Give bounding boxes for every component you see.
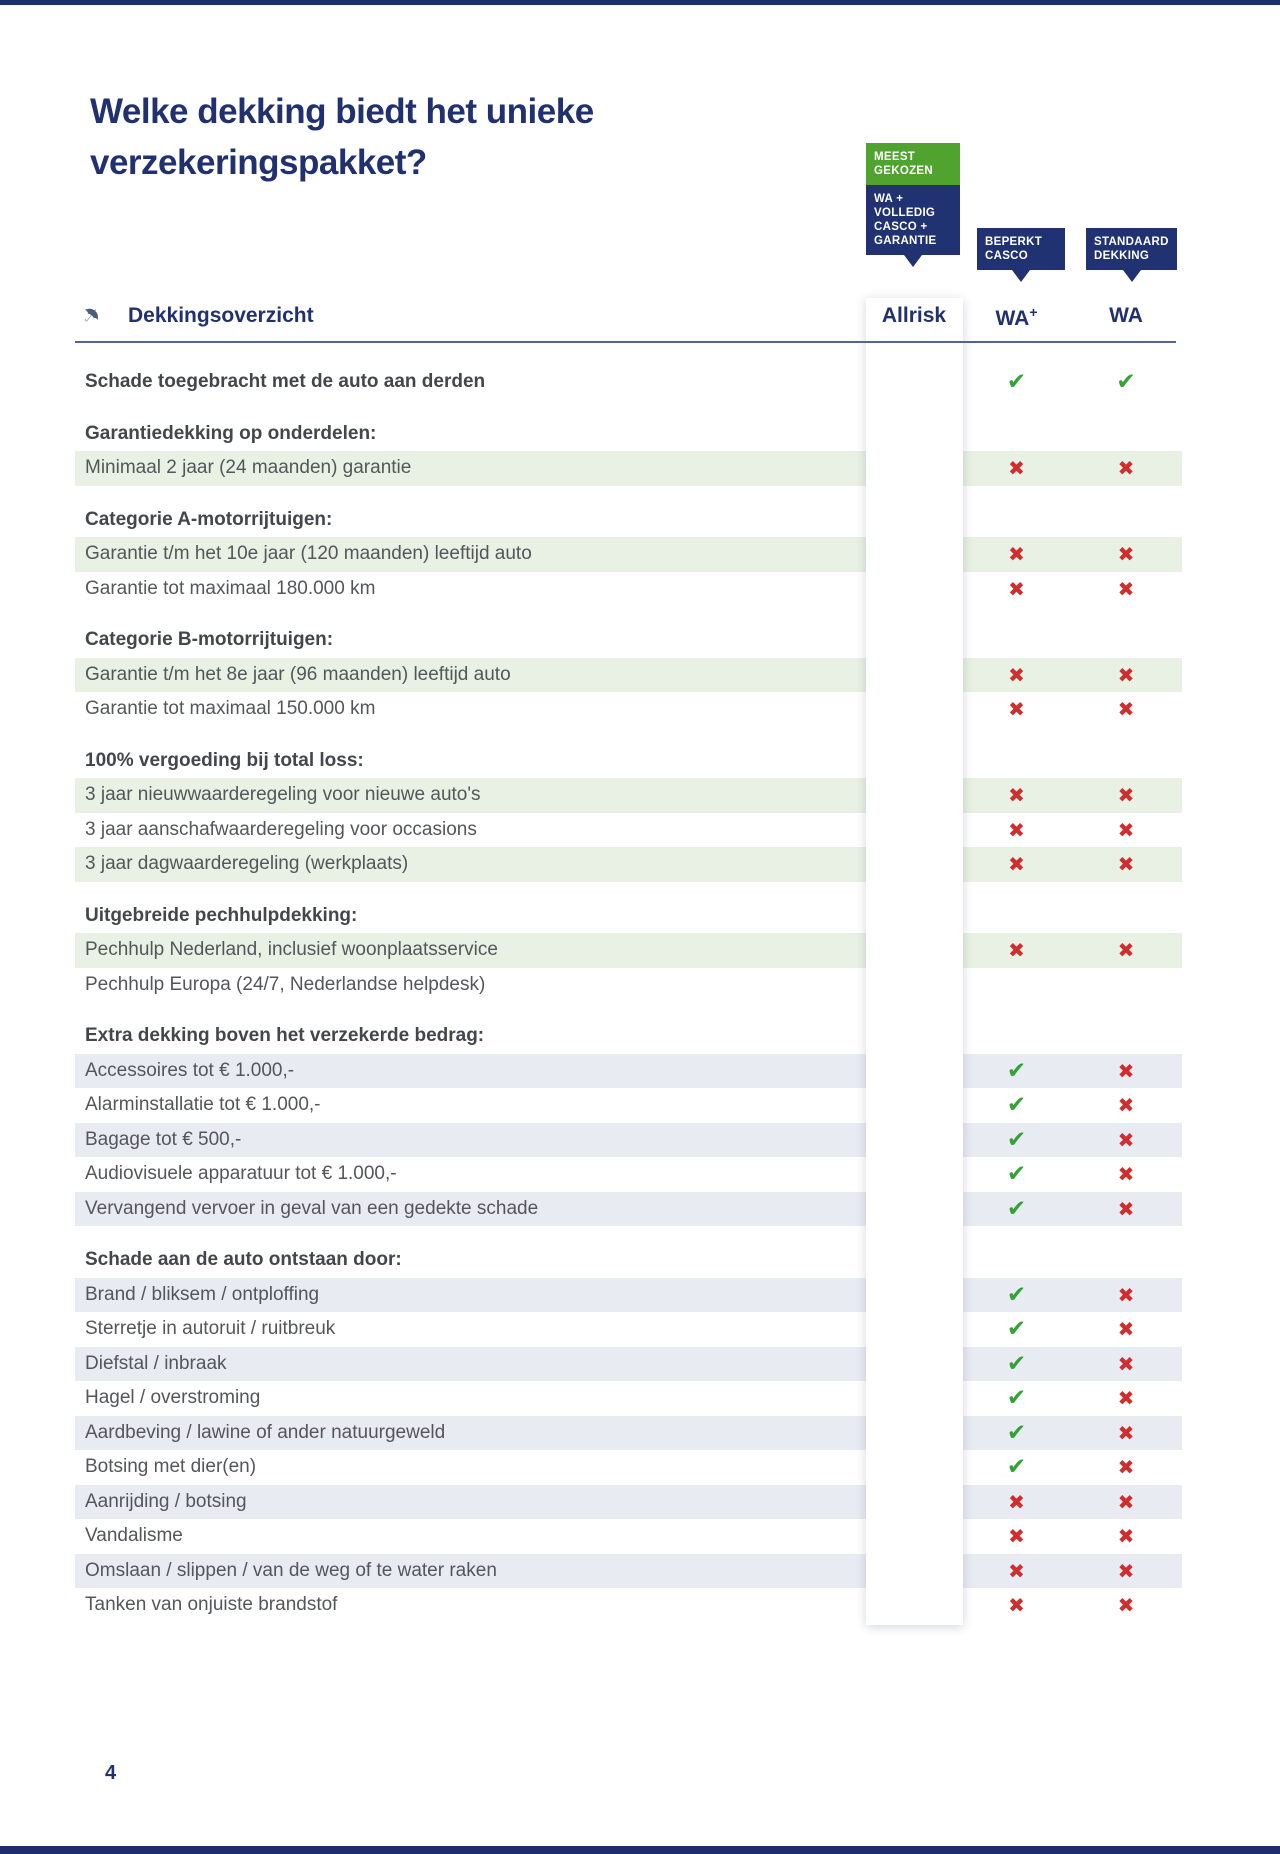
badge-line: VOLLEDIG — [874, 207, 936, 219]
cell-waplus — [963, 697, 1070, 721]
row-label: Aardbeving / lawine of ander natuurgeweld — [85, 1421, 446, 1443]
cell-waplus — [963, 1092, 1070, 1118]
cell-waplus — [963, 456, 1070, 480]
check-icon: ✔ — [1006, 1126, 1027, 1153]
check-icon: ✔ — [1006, 1316, 1027, 1343]
row-label: Garantie t/m het 10e jaar (120 maanden) leeftijd auto — [85, 543, 532, 565]
cell-wa — [1070, 1059, 1182, 1083]
header-divider — [75, 341, 1176, 343]
check-icon: ✔ — [1006, 1385, 1027, 1412]
cell-waplus — [963, 1385, 1070, 1411]
badge-line: BEPERKT — [985, 236, 1043, 248]
badge-allrisk-ribbon — [866, 143, 960, 185]
table-row — [75, 1554, 1182, 1589]
cross-icon: ✖ — [1117, 1386, 1135, 1411]
badge-wa-text — [1086, 228, 1177, 270]
row-label: Brand / bliksem / ontploffing — [85, 1283, 320, 1305]
column-header-allrisk: Allrisk — [881, 304, 947, 327]
table-row — [75, 1450, 1182, 1485]
badge-line: STANDAARD — [1094, 236, 1169, 248]
cross-icon: ✖ — [1117, 1317, 1135, 1342]
cell-waplus — [963, 577, 1070, 601]
cross-icon: ✖ — [1008, 697, 1025, 722]
row-label: Pechhulp Europa (24/7, Nederlandse helpdesk) — [85, 973, 486, 995]
cell-wa — [1070, 818, 1182, 842]
badge-line: DEKKING — [1094, 250, 1150, 262]
cell-wa — [1070, 1317, 1182, 1341]
section-header — [75, 744, 1182, 779]
row-label: Garantie t/m het 8e jaar (96 maanden) leeftijd auto — [85, 663, 511, 685]
section-header — [75, 899, 1182, 934]
cell-waplus — [963, 938, 1070, 962]
section-header-label: Schade aan de auto ontstaan door: — [85, 1249, 402, 1271]
cell-waplus — [963, 1316, 1070, 1342]
table-row — [75, 537, 1182, 572]
bottom-border — [0, 1846, 1280, 1854]
row-label: Vervangend vervoer in geval van een gedekte schade — [85, 1197, 539, 1219]
section-header — [75, 1019, 1182, 1054]
cross-icon: ✖ — [1117, 938, 1135, 963]
plus-superscript: + — [1029, 304, 1038, 320]
badge-allrisk-text — [866, 185, 960, 255]
cell-wa — [1070, 783, 1182, 807]
row-label: Schade toegebracht met de auto aan derden — [85, 371, 486, 393]
section-header-label: Categorie A-motorrijtuigen: — [85, 508, 333, 530]
table-header — [75, 300, 1182, 338]
cell-wa — [1070, 369, 1182, 395]
table-row — [75, 692, 1182, 727]
table-row — [75, 847, 1182, 882]
section-header-label: Garantiedekking op onderdelen: — [85, 422, 377, 444]
cell-wa — [1070, 577, 1182, 601]
cross-icon: ✖ — [1117, 1196, 1135, 1221]
cross-icon: ✖ — [1117, 817, 1135, 842]
table-row — [75, 451, 1182, 486]
table-title: Dekkingsoverzicht — [128, 304, 314, 327]
cell-waplus — [963, 1454, 1070, 1480]
row-label: Pechhulp Nederland, inclusief woonplaatsservice — [85, 939, 498, 961]
cross-icon: ✖ — [1117, 1489, 1135, 1514]
table-row — [75, 1157, 1182, 1192]
cross-icon: ✖ — [1117, 1524, 1135, 1549]
cross-icon: ✖ — [1008, 852, 1025, 877]
row-label: Hagel / overstroming — [85, 1387, 261, 1409]
check-icon: ✔ — [1006, 1419, 1027, 1446]
row-label: Bagage tot € 500,- — [85, 1128, 242, 1150]
cross-icon: ✖ — [1008, 1489, 1025, 1514]
cell-wa — [1070, 1455, 1182, 1479]
title-line-1: Welke dekking biedt het unieke — [90, 92, 594, 131]
row-label: Accessoires tot € 1.000,- — [85, 1059, 295, 1081]
cross-icon: ✖ — [1117, 1093, 1135, 1118]
table-row — [75, 1192, 1182, 1227]
table-row — [75, 933, 1182, 968]
cell-wa — [1070, 1162, 1182, 1186]
cell-wa — [1070, 1283, 1182, 1307]
cross-icon: ✖ — [1008, 938, 1025, 963]
cell-waplus — [963, 1196, 1070, 1222]
row-label: Garantie tot maximaal 150.000 km — [85, 698, 376, 720]
cell-waplus — [963, 542, 1070, 566]
row-label: Diefstal / inbraak — [85, 1352, 227, 1374]
row-label: Sterretje in autoruit / ruitbreuk — [85, 1318, 336, 1340]
cell-waplus — [963, 1490, 1070, 1514]
cell-waplus — [963, 369, 1070, 395]
row-label: Audiovisuele apparatuur tot € 1.000,- — [85, 1163, 397, 1185]
badge-waplus — [977, 228, 1065, 270]
cell-wa — [1070, 1197, 1182, 1221]
table-row — [75, 365, 1182, 400]
table-row — [75, 1347, 1182, 1382]
section-header-label: Uitgebreide pechhulpdekking: — [85, 904, 358, 926]
table-row — [75, 1088, 1182, 1123]
row-label: Aanrijding / botsing — [85, 1490, 247, 1512]
check-icon: ✔ — [1006, 1092, 1027, 1119]
cross-icon: ✖ — [1008, 456, 1025, 481]
cross-icon: ✖ — [1117, 1162, 1135, 1187]
check-icon: ✔ — [1006, 1057, 1027, 1084]
cell-waplus — [963, 1351, 1070, 1377]
cell-waplus — [963, 1127, 1070, 1153]
cross-icon: ✖ — [1008, 1558, 1025, 1583]
cross-icon: ✖ — [1117, 1420, 1135, 1445]
badge-line: CASCO — [985, 250, 1029, 262]
cross-icon: ✖ — [1117, 1351, 1135, 1376]
cross-icon: ✖ — [1117, 1127, 1135, 1152]
table-row — [75, 968, 1182, 1003]
badge-line: CASCO + — [874, 221, 928, 233]
top-border — [0, 0, 1280, 5]
table-row — [75, 778, 1182, 813]
cell-wa — [1070, 1490, 1182, 1514]
cross-icon: ✖ — [1117, 1058, 1135, 1083]
cross-icon: ✖ — [1117, 1282, 1135, 1307]
row-label: Omslaan / slippen / van de weg of te water raken — [85, 1559, 497, 1581]
table-row — [75, 1123, 1182, 1158]
row-label: 3 jaar aanschafwaarderegeling voor occasions — [85, 818, 477, 840]
cell-wa — [1070, 1093, 1182, 1117]
cell-waplus — [963, 663, 1070, 687]
cell-waplus — [963, 1524, 1070, 1548]
badge-pointer-icon — [904, 255, 922, 267]
check-icon: ✔ — [1006, 1195, 1027, 1222]
check-icon: ✔ — [1116, 369, 1136, 396]
table-row — [75, 1278, 1182, 1313]
cell-wa — [1070, 663, 1182, 687]
cell-wa — [1070, 938, 1182, 962]
row-label: Vandalisme — [85, 1525, 183, 1547]
check-icon: ✔ — [1006, 1281, 1027, 1308]
cell-waplus — [963, 818, 1070, 842]
cross-icon: ✖ — [1008, 542, 1025, 567]
cross-icon: ✖ — [1008, 817, 1025, 842]
cell-wa — [1070, 1524, 1182, 1548]
badge-line: GARANTIE — [874, 235, 937, 247]
umbrella-icon: ☂ — [75, 300, 106, 332]
allrisk-column-highlight — [866, 298, 963, 1625]
column-header-wa: WA — [1109, 304, 1143, 327]
cell-wa — [1070, 697, 1182, 721]
table-row — [75, 658, 1182, 693]
table-row — [75, 1054, 1182, 1089]
page-title — [90, 86, 730, 188]
section-header — [75, 1243, 1182, 1278]
check-icon: ✔ — [1006, 369, 1027, 396]
section-header — [75, 503, 1182, 538]
cross-icon: ✖ — [1117, 1455, 1135, 1480]
row-label: Tanken van onjuiste brandstof — [85, 1594, 338, 1616]
section-header-label: Categorie B-motorrijtuigen: — [85, 629, 334, 651]
check-icon: ✔ — [1006, 1454, 1027, 1481]
cell-wa — [1070, 852, 1182, 876]
cross-icon: ✖ — [1117, 456, 1135, 481]
cross-icon: ✖ — [1008, 783, 1025, 808]
row-label: Botsing met dier(en) — [85, 1456, 257, 1478]
cross-icon: ✖ — [1008, 576, 1025, 601]
table-row — [75, 572, 1182, 607]
table-row — [75, 1381, 1182, 1416]
cross-icon: ✖ — [1117, 662, 1135, 687]
table-row — [75, 1312, 1182, 1347]
badge-pointer-icon — [1123, 270, 1141, 282]
cell-waplus — [963, 783, 1070, 807]
badge-pointer-icon — [1012, 270, 1030, 282]
cross-icon: ✖ — [1008, 662, 1025, 687]
cross-icon: ✖ — [1117, 783, 1135, 808]
title-line-2: verzekeringspakket? — [90, 143, 427, 182]
cell-wa — [1070, 1386, 1182, 1410]
coverage-table — [75, 365, 1182, 1623]
table-row — [75, 1416, 1182, 1451]
cell-wa — [1070, 1559, 1182, 1583]
cell-waplus — [963, 1420, 1070, 1446]
section-header — [75, 623, 1182, 658]
cross-icon: ✖ — [1117, 852, 1135, 877]
cross-icon: ✖ — [1117, 576, 1135, 601]
check-icon: ✔ — [1006, 1161, 1027, 1188]
cell-wa — [1070, 456, 1182, 480]
badge-line: MEEST — [874, 151, 916, 163]
badge-wa — [1086, 228, 1177, 270]
section-header — [75, 417, 1182, 452]
cell-wa — [1070, 542, 1182, 566]
cell-waplus — [963, 1282, 1070, 1308]
row-label: Garantie tot maximaal 180.000 km — [85, 577, 376, 599]
page-number: 4 — [105, 1762, 117, 1784]
badge-waplus-text — [977, 228, 1065, 270]
cross-icon: ✖ — [1008, 1524, 1025, 1549]
badge-line: GEKOZEN — [874, 165, 933, 177]
row-label: 3 jaar nieuwwaarderegeling voor nieuwe auto's — [85, 784, 481, 806]
cell-wa — [1070, 1421, 1182, 1445]
cell-waplus — [963, 852, 1070, 876]
row-label: 3 jaar dagwaarderegeling (werkplaats) — [85, 853, 409, 875]
cell-wa — [1070, 1352, 1182, 1376]
table-row — [75, 813, 1182, 848]
cell-waplus — [963, 1593, 1070, 1617]
cross-icon: ✖ — [1117, 1593, 1135, 1618]
table-row — [75, 1588, 1182, 1623]
badge-allrisk — [866, 143, 960, 255]
check-icon: ✔ — [1006, 1350, 1027, 1377]
section-header-label: Extra dekking boven het verzekerde bedrag: — [85, 1025, 485, 1047]
badge-line: WA + — [874, 193, 904, 205]
table-row — [75, 1519, 1182, 1554]
cross-icon: ✖ — [1117, 542, 1135, 567]
cross-icon: ✖ — [1117, 697, 1135, 722]
section-header-label: 100% vergoeding bij total loss: — [85, 749, 364, 771]
cross-icon: ✖ — [1117, 1558, 1135, 1583]
cell-wa — [1070, 1128, 1182, 1152]
cell-waplus — [963, 1161, 1070, 1187]
cell-waplus — [963, 1559, 1070, 1583]
cell-wa — [1070, 1593, 1182, 1617]
row-label: Minimaal 2 jaar (24 maanden) garantie — [85, 457, 412, 479]
table-row — [75, 1485, 1182, 1520]
cell-waplus — [963, 1058, 1070, 1084]
cross-icon: ✖ — [1008, 1593, 1025, 1618]
row-label: Alarminstallatie tot € 1.000,- — [85, 1094, 321, 1116]
column-header-waplus: WA+ — [995, 304, 1038, 330]
